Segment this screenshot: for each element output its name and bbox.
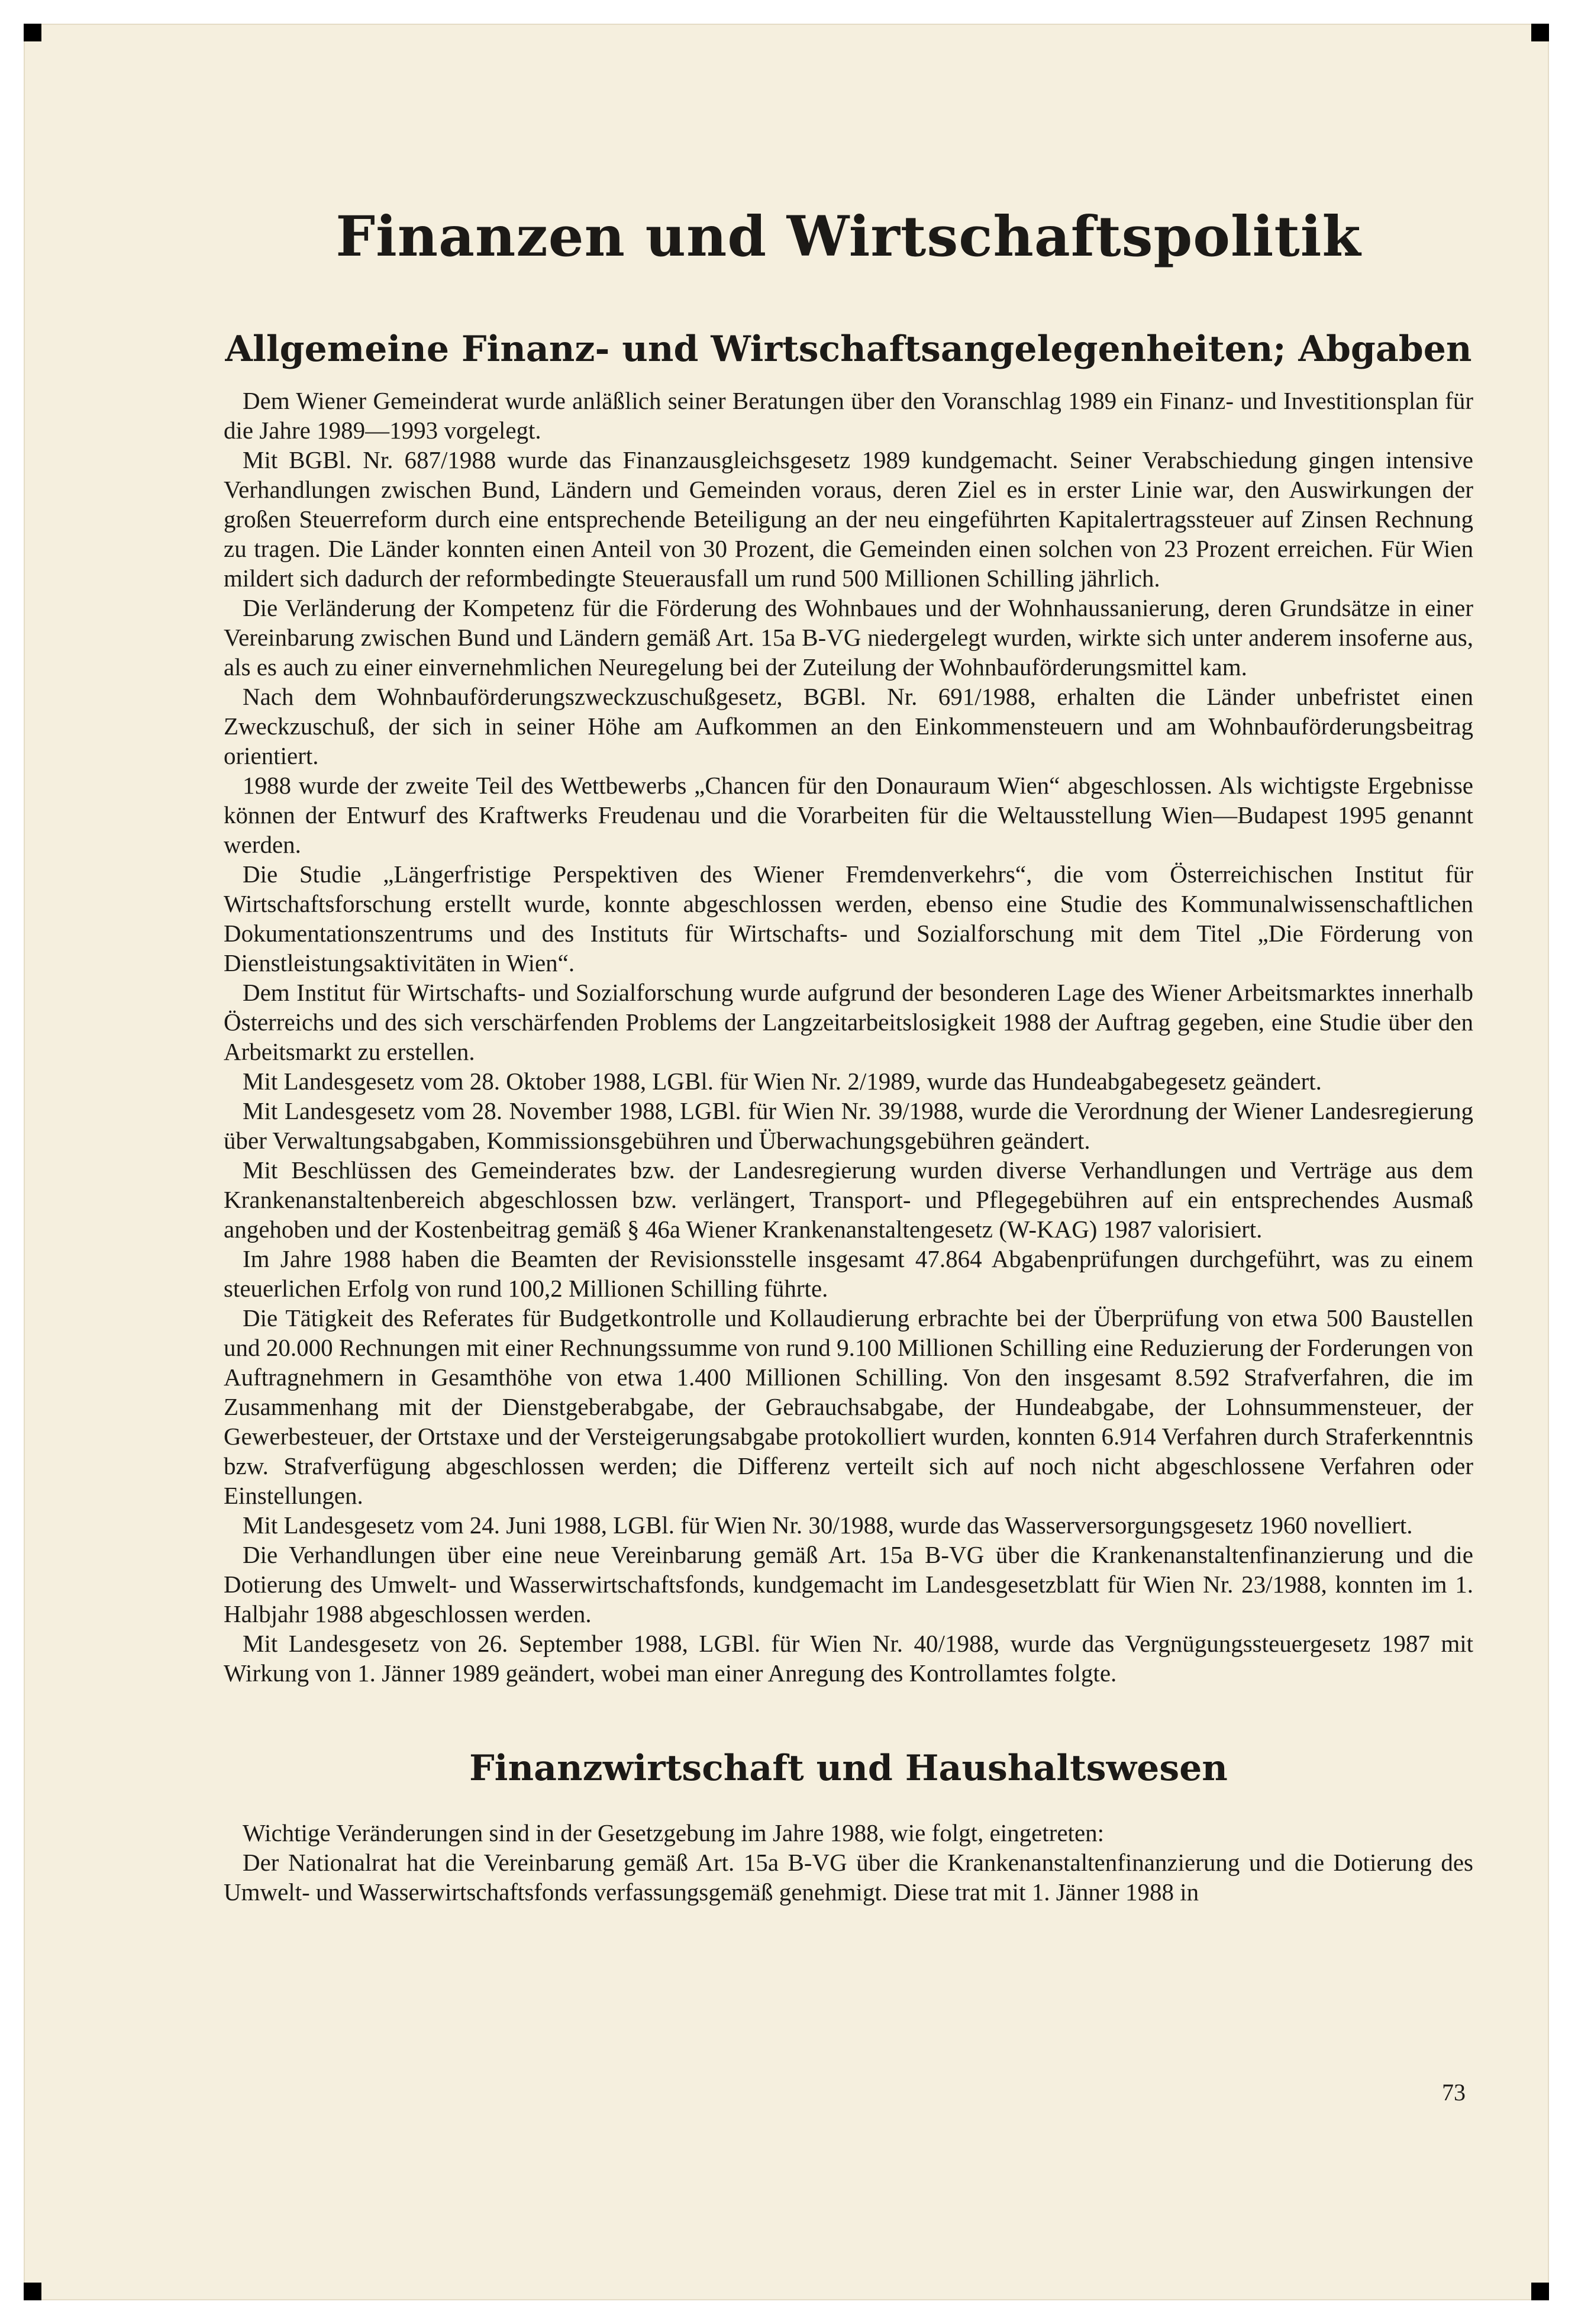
section-body	[224, 1818, 1473, 1907]
section-heading: Allgemeine Finanz- und Wirtschaftsangelegenheiten; Abgaben	[225, 328, 1472, 370]
paragraph: Dem Wiener Gemeinderat wurde anläßlich seiner Beratungen über den Voranschlag 1989 ein Finanz- und Investitionsplan für die Jahre 1989—1993 vorgelegt.	[224, 387, 1473, 444]
paragraph: Die Studie „Längerfristige Perspektiven des Wiener Fremdenverkehrs“, die vom Österreichischen Institut für Wirtschaftsforschung erstellt wurde, konnte abgeschlossen werden, ebenso eine Studie des Kommunalwissenschaftlichen Dokumentationszentrums und des Instituts für Wirtschafts- und Sozialforschung mit dem Titel „Die Förderung von Dienstleistungsaktivitäten in Wien“.	[224, 860, 1473, 976]
paragraph: Mit Landesgesetz vom 28. November 1988, LGBl. für Wien Nr. 39/1988, wurde die Verordnung der Wiener Landesregierung über Verwaltungsabgaben, Kommissionsgebühren und Überwachungsgebühren geändert.	[224, 1097, 1473, 1154]
paragraph: Der Nationalrat hat die Vereinbarung gemäß Art. 15a B-VG über die Krankenanstaltenfinanzierung und die Dotierung des Umwelt- und Wasserwirtschaftsfonds verfassungsgemäß genehmigt. Diese trat mit 1. Jänner 1988 in	[224, 1849, 1473, 1906]
paragraph: Die Verländerung der Kompetenz für die Förderung des Wohnbaues und der Wohnhaussanierung, deren Grundsätze in einer Vereinbarung zwischen Bund und Ländern gemäß Art. 15a B-VG niedergelegt wurden, wirkte sich unter anderem insoferne aus, als es auch zu einer einvernehmlichen Neuregelung bei der Zuteilung der Wohnbauförderungsmittel kam.	[224, 594, 1473, 681]
paragraph: Mit Landesgesetz von 26. September 1988, LGBl. für Wien Nr. 40/1988, wurde das Vergnügungssteuergesetz 1987 mit Wirkung von 1. Jänner 1989 geändert, wobei man einer Anregung des Kontrollamtes folgte.	[224, 1630, 1473, 1687]
page-title: Finanzen und Wirtschaftspolitik	[335, 204, 1361, 269]
paragraph: Mit Beschlüssen des Gemeinderates bzw. der Landesregierung wurden diverse Verhandlungen und Verträge aus dem Krankenanstaltenbereich abgeschlossen bzw. verlängert, Transport- und Pflegegebühren auf ein entsprechendes Ausmaß angehoben und der Kostenbeitrag gemäß § 46a Wiener Krankenanstaltengesetz (W-KAG) 1987 valorisiert.	[224, 1156, 1473, 1243]
paragraph: Wichtige Veränderungen sind in der Gesetzgebung im Jahre 1988, wie folgt, eingetreten:	[243, 1819, 1105, 1846]
section-body	[224, 386, 1473, 1688]
page-number: 73	[1442, 2079, 1466, 2106]
paragraph: Mit Landesgesetz vom 24. Juni 1988, LGBl. für Wien Nr. 30/1988, wurde das Wasserversorgungsgesetz 1960 novelliert.	[243, 1511, 1413, 1539]
scan-corner-mark	[24, 24, 41, 41]
paragraph: Die Tätigkeit des Referates für Budgetkontrolle und Kollaudierung erbrachte bei der Überprüfung von etwa 500 Baustellen und 20.000 Rechnungen mit einer Rechnungssumme von rund 9.100 Millionen Schilling eine Reduzierung der Forderungen von Auftragnehmern in Gesamthöhe von etwa 1.400 Millionen Schilling. Von den insgesamt 8.592 Strafverfahren, die im Zusammenhang mit der Dienstgeberabgabe, der Gebrauchsabgabe, der Hundeabgabe, der Lohnsummensteuer, der Gewerbesteuer, der Ortstaxe und der Versteigerungsabgabe protokolliert wurden, konnten 6.914 Verfahren durch Straferkenntnis bzw. Strafverfügung abgeschlossen werden; die Differenz verteilt sich auf noch nicht abgeschlossene Verfahren oder Einstellungen.	[224, 1304, 1473, 1509]
scan-corner-mark	[1531, 2283, 1549, 2300]
paragraph: Mit BGBl. Nr. 687/1988 wurde das Finanzausgleichsgesetz 1989 kundgemacht. Seiner Verabschiedung gingen intensive Verhandlungen zwischen Bund, Ländern und Gemeinden voraus, deren Ziel es in erster Linie war, den Auswirkungen der großen Steuerreform durch eine entsprechende Beteiligung an der neu eingeführten Kapitalertragssteuer auf Zinsen Rechnung zu tragen. Die Länder konnten einen Anteil von 30 Prozent, die Gemeinden einen solchen von 23 Prozent erreichen. Für Wien mildert sich dadurch der reformbedingte Steuerausfall um rund 500 Millionen Schilling jährlich.	[224, 446, 1473, 592]
paragraph: 1988 wurde der zweite Teil des Wettbewerbs „Chancen für den Donauraum Wien“ abgeschlossen. Als wichtigste Ergebnisse können der Entwurf des Kraftwerks Freudenau und die Vorarbeiten für die Weltausstellung Wien—Budapest 1995 genannt werden.	[224, 772, 1473, 858]
scan-corner-mark	[24, 2283, 41, 2300]
paragraph: Nach dem Wohnbauförderungszweckzuschußgesetz, BGBl. Nr. 691/1988, erhalten die Länder unbefristet einen Zweckzuschuß, der sich in seiner Höhe am Aufkommen an den Einkommensteuern und am Wohnbauförderungsbeitrag orientiert.	[224, 683, 1473, 769]
document-page	[24, 24, 1549, 2300]
page-content	[224, 195, 1473, 1907]
paragraph: Mit Landesgesetz vom 28. Oktober 1988, LGBl. für Wien Nr. 2/1989, wurde das Hundeabgabegesetz geändert.	[243, 1068, 1322, 1095]
scan-corner-mark	[1531, 24, 1549, 41]
paragraph: Dem Institut für Wirtschafts- und Sozialforschung wurde aufgrund der besonderen Lage des Wiener Arbeitsmarktes innerhalb Österreichs und des sich verschärfenden Problems der Langzeitarbeitslosigkeit 1988 der Auftrag gegeben, eine Studie über den Arbeitsmarkt zu erstellen.	[224, 979, 1473, 1065]
paragraph: Die Verhandlungen über eine neue Vereinbarung gemäß Art. 15a B-VG über die Krankenanstaltenfinanzierung und die Dotierung des Umwelt- und Wasserwirtschaftsfonds, kundgemacht im Landesgesetzblatt für Wien Nr. 23/1988, konnten im 1. Halbjahr 1988 abgeschlossen werden.	[224, 1541, 1473, 1627]
paragraph: Im Jahre 1988 haben die Beamten der Revisionsstelle insgesamt 47.864 Abgabenprüfungen durchgeführt, was zu einem steuerlichen Erfolg von rund 100,2 Millionen Schilling führte.	[224, 1245, 1473, 1302]
section-heading: Finanzwirtschaft und Haushaltswesen	[469, 1748, 1228, 1789]
